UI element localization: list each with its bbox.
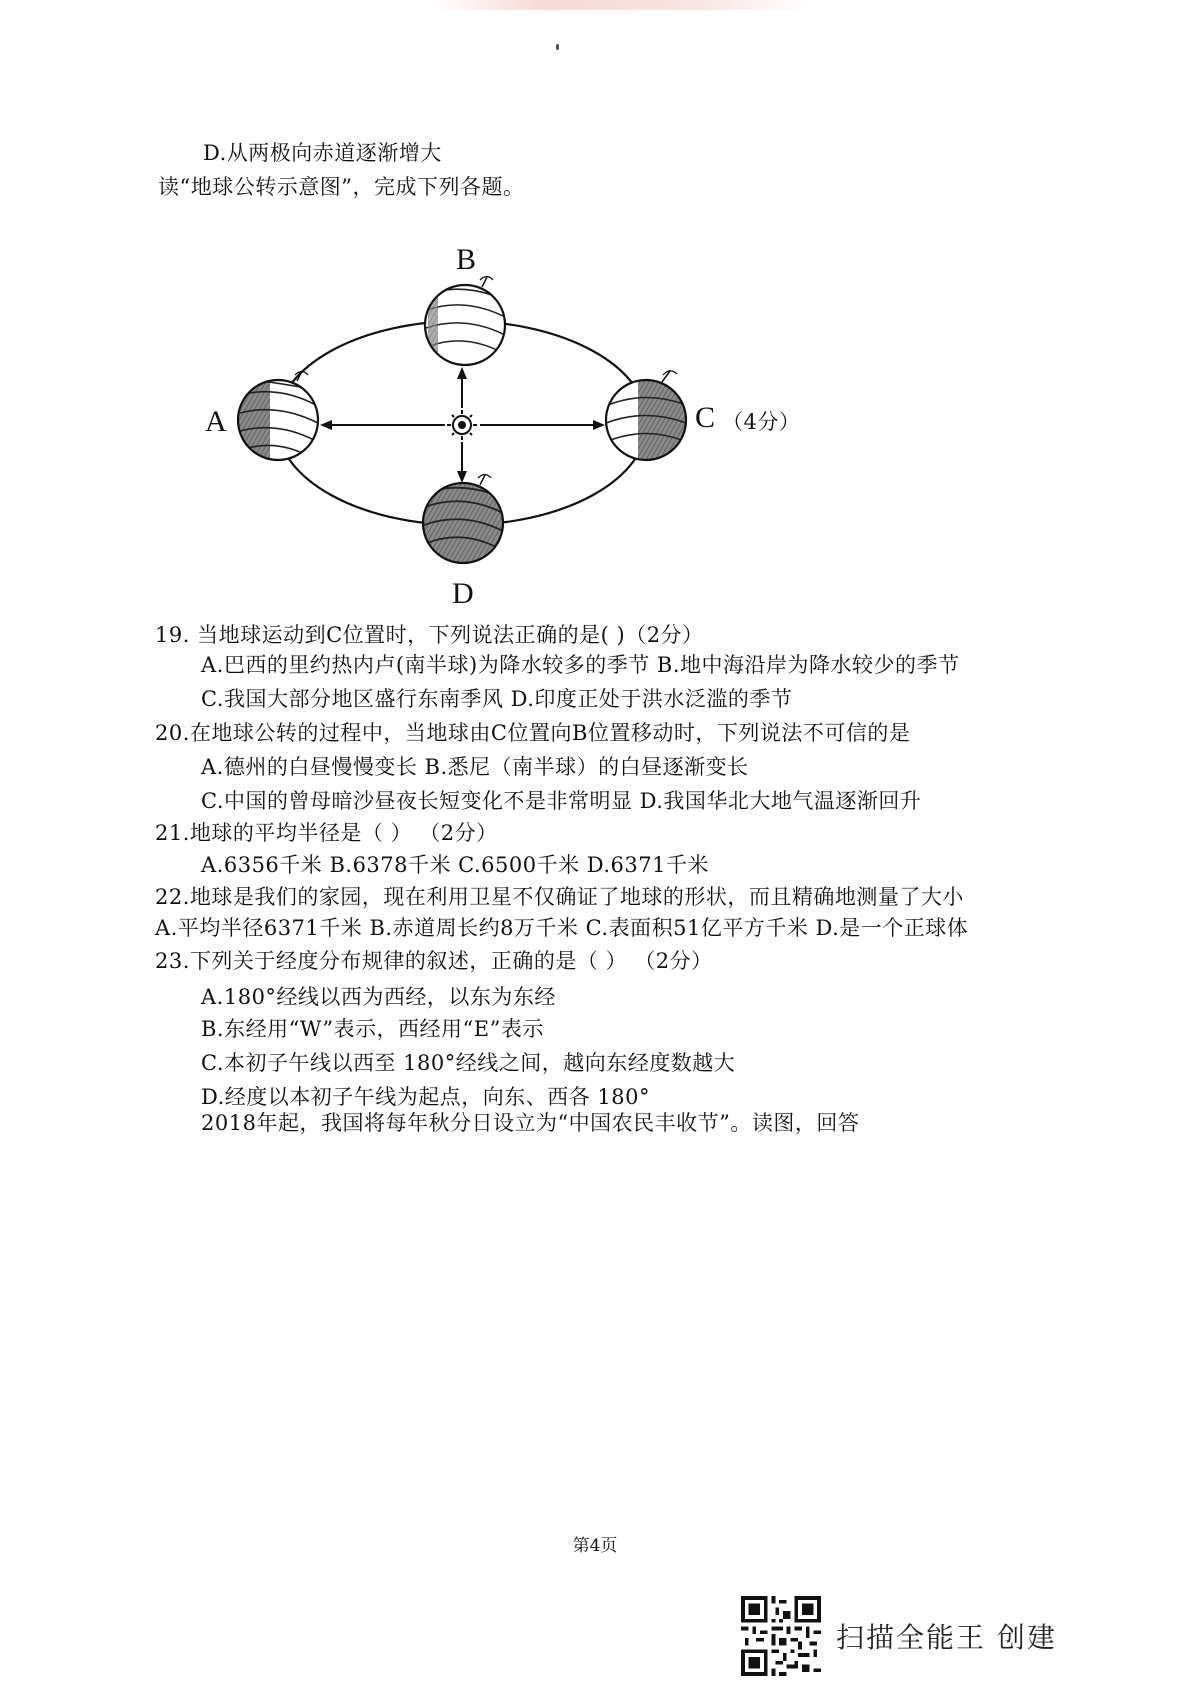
- q20-option-line: A.德州的白昼慢慢变长 B.悉尼（南半球）的白昼逐渐变长: [201, 755, 749, 779]
- revolution-svg: [200, 255, 820, 615]
- q23-option-line: C.本初子午线以西至 180°经线之间，越向东经度数越大: [201, 1051, 736, 1075]
- trailing-text: 2018年起，我国将每年秋分日设立为“中国农民丰收节”。读图，回答: [201, 1111, 860, 1135]
- earth-revolution-diagram: [200, 243, 820, 615]
- label-a: A: [205, 405, 227, 438]
- q23-option-line: B.东经用“W”表示，西经用“E”表示: [201, 1017, 544, 1041]
- q23-stem: 23.下列关于经度分布规律的叙述，正确的是（ ） （2分）: [155, 949, 713, 973]
- q19-stem: 19. 当地球运动到C位置时，下列说法正确的是( )（2分）: [155, 623, 704, 647]
- camscanner-watermark: [741, 1596, 1061, 1672]
- earth-c-icon: [606, 371, 688, 460]
- scan-speck: [556, 44, 559, 50]
- q21-stem: 21.地球的平均半径是（ ） （2分）: [155, 821, 498, 845]
- label-c: C: [695, 401, 716, 434]
- q19-option-line: C.我国大部分地区盛行东南季风 D.印度正处于洪水泛滥的季节: [201, 687, 793, 711]
- q21-option-line: A.6356千米 B.6378千米 C.6500千米 D.6371千米: [201, 853, 710, 877]
- q23-option-line: D.经度以本初子午线为起点，向东、西各 180°: [201, 1085, 651, 1109]
- q22-option-line: A.平均半径6371千米 B.赤道周长约8万千米 C.表面积51亿平方千米 D.是一个正球体: [155, 916, 969, 940]
- qr-code-icon: [741, 1596, 821, 1676]
- label-b: B: [456, 243, 477, 276]
- label-d: D: [452, 577, 474, 610]
- q20-stem: 20.在地球公转的过程中，当地球由C位置向B位置移动时，下列说法不可信的是: [155, 721, 911, 745]
- top-stain: [430, 0, 810, 10]
- earth-b-icon: [425, 277, 505, 366]
- q23-option-line: A.180°经线以西为西经，以东为东经: [201, 985, 556, 1009]
- sun-icon: [447, 410, 477, 440]
- q22-stem: 22.地球是我们的家园，现在利用卫星不仅确证了地球的形状，而且精确地测量了大小: [155, 885, 964, 909]
- watermark-text: 扫描全能王 创建: [836, 1621, 1057, 1654]
- earth-d-icon: [423, 475, 503, 564]
- q20-option-line: C.中国的曾母暗沙昼夜长短变化不是非常明显 D.我国华北大地气温逐渐回升: [201, 789, 922, 813]
- q19-option-line: A.巴西的里约热内卢(南半球)为降水较多的季节 B.地中海沿岸为降水较少的季节: [201, 653, 960, 677]
- option-d-line: D.从两极向赤道逐渐增大: [203, 141, 442, 165]
- instruction-line: 读“地球公转示意图”，完成下列各题。: [158, 175, 525, 199]
- page-number: 第4页: [572, 1536, 618, 1556]
- score-note: （4分）: [722, 410, 801, 434]
- earth-a-icon: [238, 371, 318, 460]
